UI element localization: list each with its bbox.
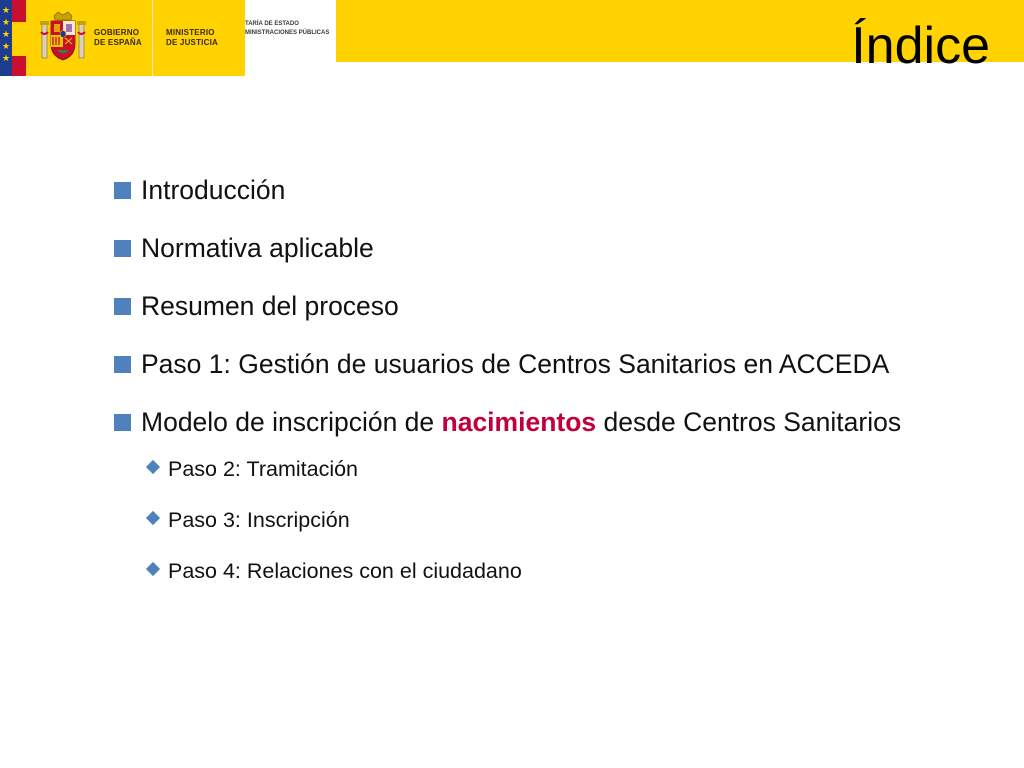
agenda-item-label: Paso 1: Gestión de usuarios de Centros Sanitarios en ACCEDA: [141, 349, 890, 379]
secretaria-logo: [245, 0, 336, 62]
agenda-sub-item: [144, 505, 973, 535]
square-bullet-icon: [114, 240, 131, 257]
logo-gobierno-text: GOBIERNO DE ESPAÑA: [94, 28, 142, 47]
square-bullet-icon: [114, 298, 131, 315]
page-title: Índice: [851, 17, 990, 75]
logo-divider: [152, 0, 153, 76]
agenda-sub-item-label: Paso 3: Inscripción: [168, 508, 350, 532]
diamond-bullet-icon: [146, 460, 160, 474]
agenda-item: [114, 228, 973, 269]
agenda-item: [114, 402, 973, 443]
agenda-list: [114, 170, 973, 607]
highlighted-keyword: nacimientos: [441, 407, 597, 437]
coat-of-arms-icon: [38, 10, 88, 66]
flag-stripe: [12, 0, 26, 76]
eu-stars-icon: ★ ★ ★ ★ ★: [0, 0, 12, 76]
agenda-sub-item: [144, 556, 973, 586]
agenda-item: [114, 286, 973, 327]
agenda-sub-item: [144, 454, 973, 484]
agenda-sub-list: [114, 454, 973, 586]
logo-secretaria-text: TARÍA DE ESTADO MINISTRACIONES PÚBLICAS: [245, 21, 330, 36]
agenda-sub-item-label: Paso 2: Tramitación: [168, 457, 359, 481]
government-logo: [0, 0, 245, 76]
agenda-item-label-part: desde Centros Sanitarios: [596, 407, 902, 437]
square-bullet-icon: [114, 414, 131, 431]
square-bullet-icon: [114, 356, 131, 373]
diamond-bullet-icon: [146, 562, 160, 576]
diamond-bullet-icon: [146, 511, 160, 525]
agenda-item-label: Normativa aplicable: [141, 233, 374, 263]
agenda-sub-item-label: Paso 4: Relaciones con el ciudadano: [168, 559, 522, 583]
square-bullet-icon: [114, 182, 131, 199]
logo-ministerio-text: MINISTERIO DE JUSTICIA: [166, 28, 218, 47]
agenda-item: [114, 344, 973, 385]
agenda-item-label: Introducción: [141, 175, 286, 205]
agenda-item-label-part: Modelo de inscripción de: [141, 407, 442, 437]
agenda-item-label: Resumen del proceso: [141, 291, 399, 321]
agenda-item: [114, 170, 973, 211]
